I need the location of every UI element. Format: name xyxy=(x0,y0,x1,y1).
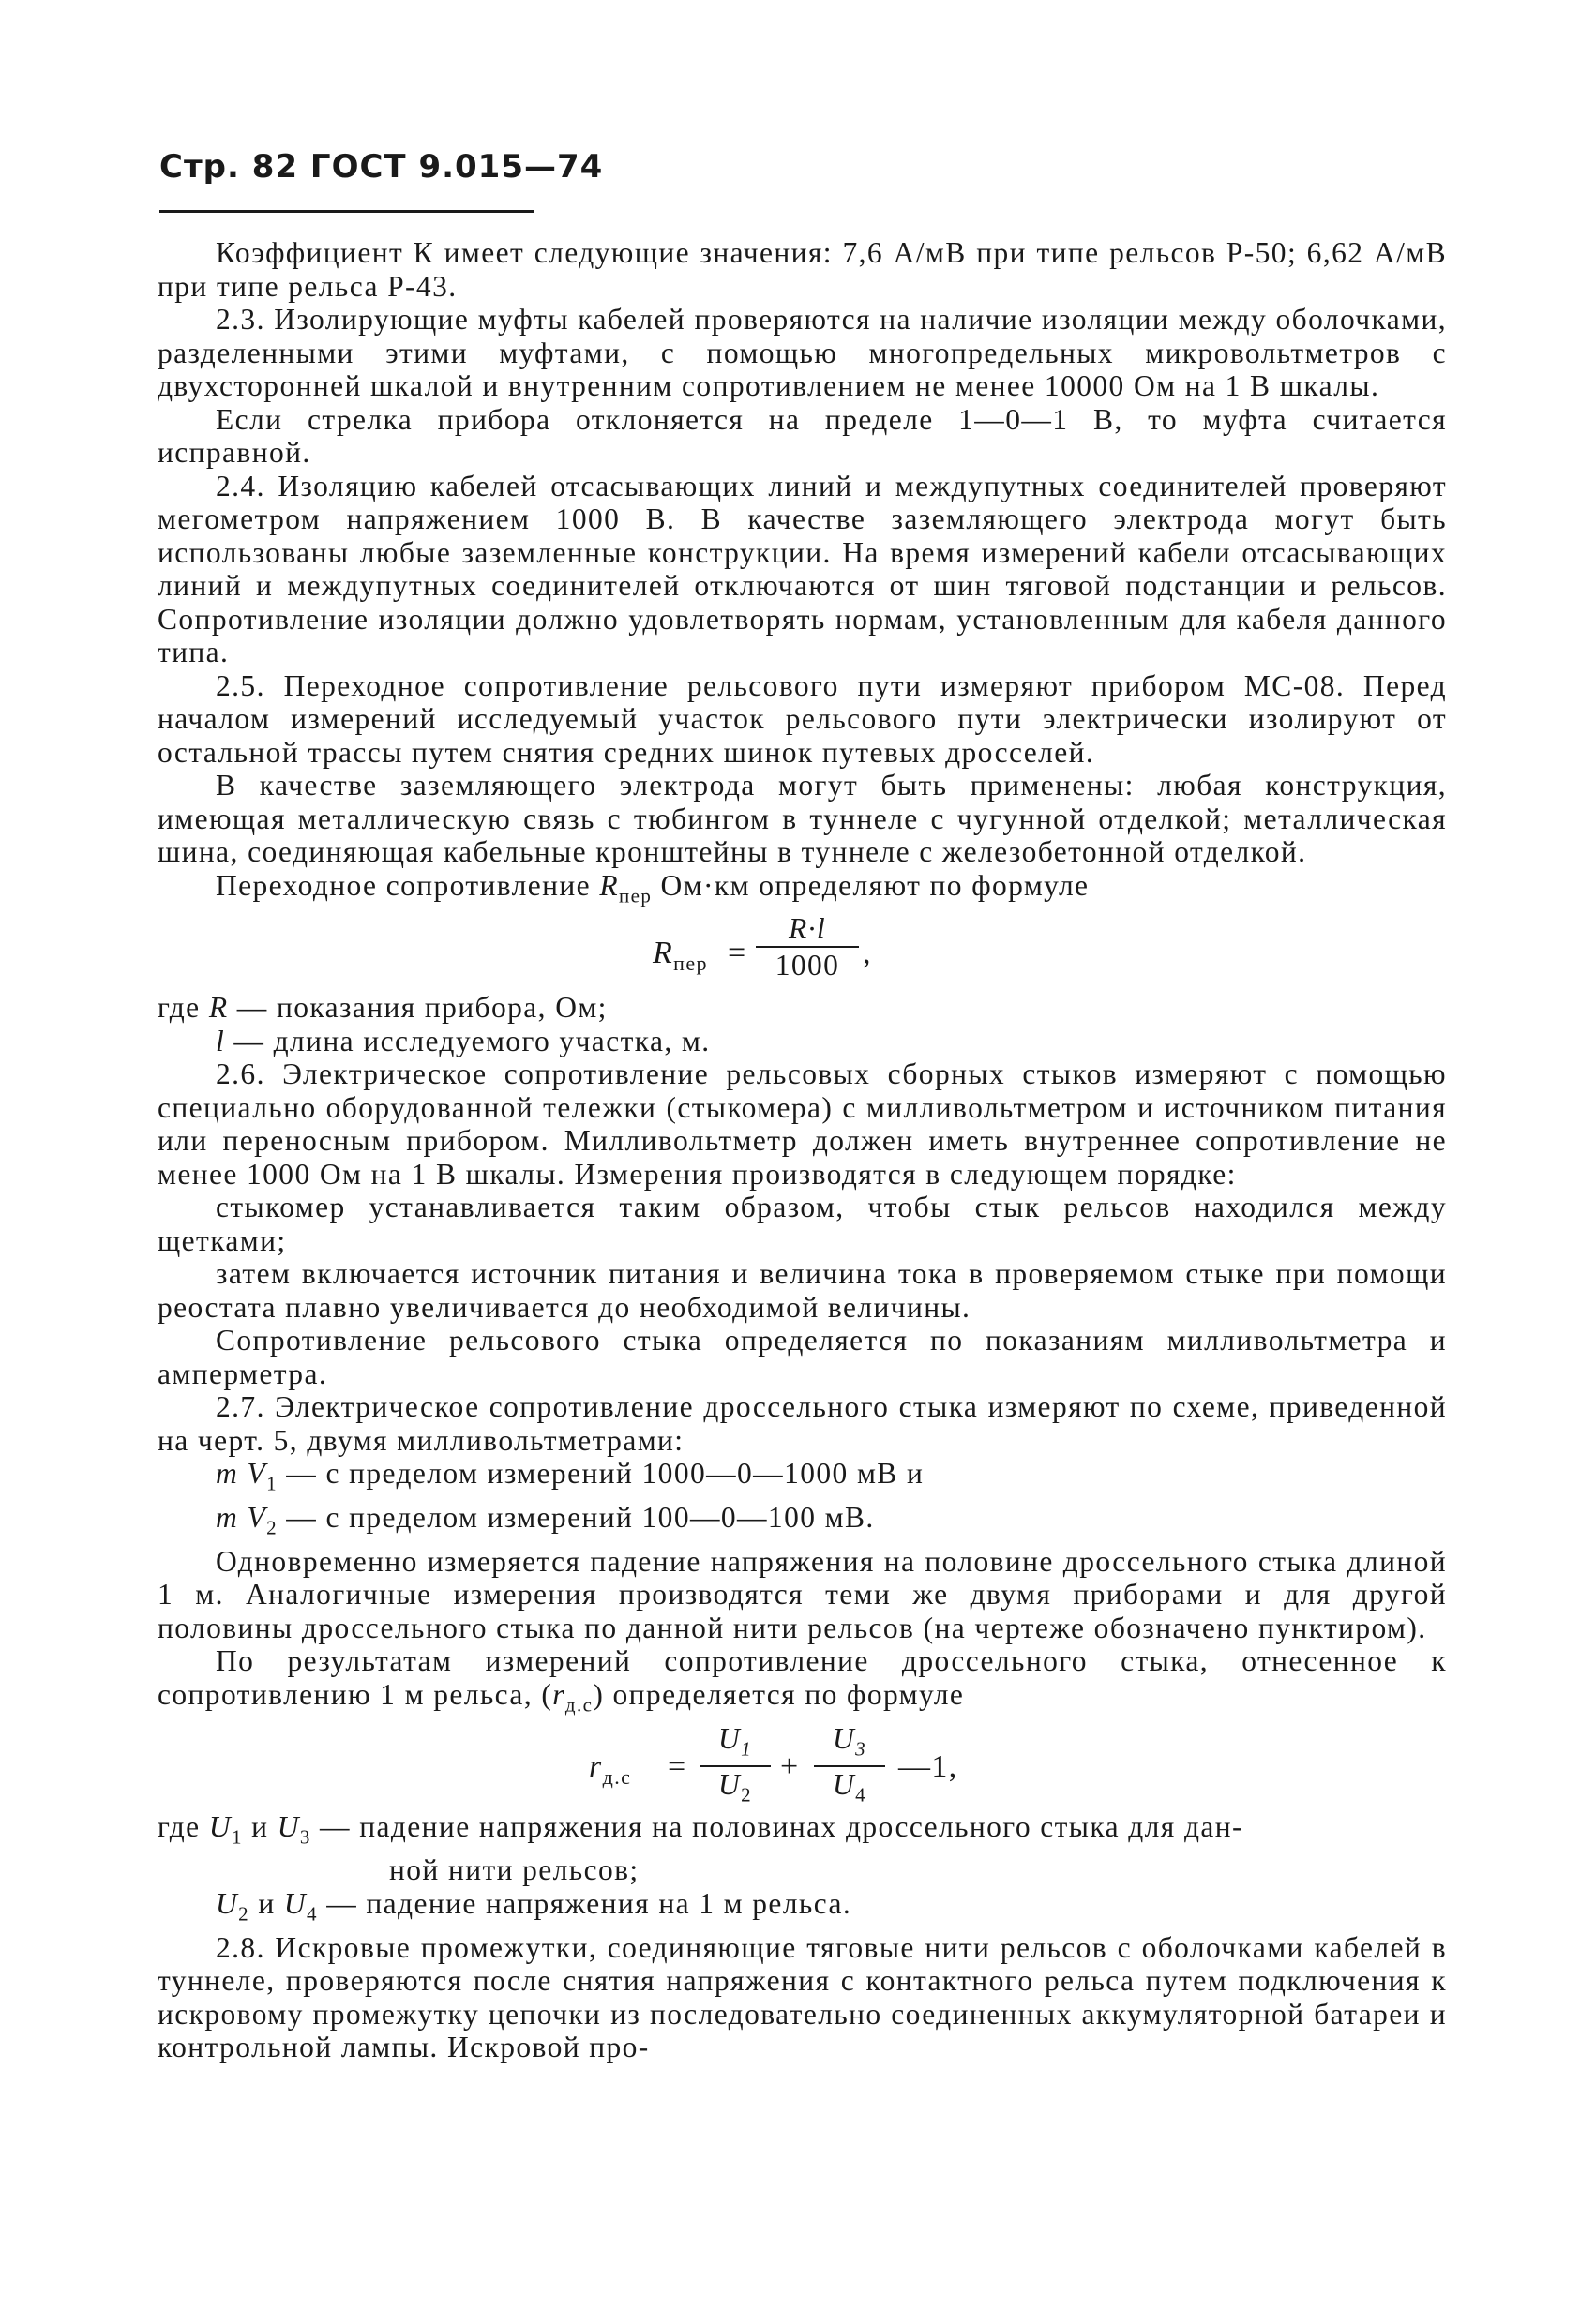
paragraph-2-5: 2.5. Переходное сопротивление рельсового пути измеряют прибором МС-08. Перед началом измерений исследуемый участок рельсового пути электрически изолируют от остальной трассы путем снятия средних шинок путевых дросселей. xyxy=(158,668,1447,769)
symbol-v: V xyxy=(247,1457,267,1491)
text-segment: — падение напряжения на 1 м рельса. xyxy=(317,1886,852,1920)
paragraph-needle: Если стрелка прибора отклоняется на пределе 1—0—1 В, то муфта считается исправной. xyxy=(158,402,1447,469)
formula-lhs-subscript: д.с xyxy=(602,1764,632,1789)
symbol-u: U xyxy=(277,1809,300,1843)
text-segment: Переходное сопротивление xyxy=(216,868,600,902)
symbol-u: U xyxy=(216,1886,239,1920)
text-segment: и xyxy=(242,1809,278,1843)
text-segment: и xyxy=(249,1886,284,1920)
text-segment: ) определяется по формуле xyxy=(593,1677,965,1711)
paragraph-2-6: 2.6. Электрическое сопротивление рельсовых сборных стыков измеряют с помощью специально оборудованной тележки (стыкомера) с милливольтметром и источником питания или переносным прибором. Милливольтметр должен иметь внутреннее сопротивление не менее 1000 Ом на 1 В шкалы. Измерения производятся в следующем порядке: xyxy=(158,1057,1447,1191)
symbol-subscript: 3 xyxy=(299,1824,311,1848)
where-u1-u3-line xyxy=(158,1810,1447,1854)
symbol-subscript: 1 xyxy=(232,1824,243,1848)
symbol-subscript: 4 xyxy=(855,1783,867,1807)
formula-plus: + xyxy=(780,1748,800,1784)
symbol-subscript: 2 xyxy=(238,1902,250,1926)
paragraph-stykomer: стыкомер устанавливается таким образом, чтобы стык рельсов находился между щетками; xyxy=(158,1191,1447,1257)
document-body xyxy=(158,236,1447,2064)
text-segment: — показания прибора, Ом; xyxy=(228,991,608,1025)
symbol-subscript: 4 xyxy=(307,1902,318,1926)
formula-tail: —1, xyxy=(898,1748,958,1784)
paragraph-transition-resistance xyxy=(158,869,1447,913)
formula-numerator xyxy=(814,1722,885,1767)
where-r-line xyxy=(158,991,1447,1025)
symbol-subscript: 3 xyxy=(855,1736,867,1760)
paragraph-2-3: 2.3. Изолирующие муфты кабелей проверяются на наличие изоляции между оболочками, разделенными этими муфтами, с помощью многопредельных микровольтметров с двухсторонней шкалой и внутренним сопротивлением не менее 10000 Ом на 1 В шкалы. xyxy=(158,303,1447,402)
symbol-r: R xyxy=(208,991,229,1025)
symbol-subscript: 2 xyxy=(266,1516,278,1539)
where-label: где xyxy=(158,991,201,1025)
symbol-u: U xyxy=(717,1721,742,1755)
formula-comma: , xyxy=(863,936,872,971)
page-header: Стр. 82 ГОСТ 9.015—74 xyxy=(159,148,604,186)
formula-denominator: 1000 xyxy=(775,949,840,982)
paragraph-2-4: 2.4. Изоляцию кабелей отсасывающих линий и междупутных соединителей проверяют мегометром напряжением 1000 В. В качестве заземляющего электрода могут быть использованы любые заземленные конструкции. На время измерений кабели отсасывающих линий и междупутных соединителей отключаются от шин тяговой подстанции и рельсов. Сопротивление изоляции должно удовлетворять нормам, установленным для кабеля данного типа. xyxy=(158,469,1447,668)
symbol-subscript: 1 xyxy=(741,1736,753,1760)
symbol-l: l xyxy=(216,1024,226,1057)
paragraph-2-7: 2.7. Электрическое сопротивление дроссельного стыка измеряют по схеме, приведенной на черт. 5, двумя милливольтметрами: xyxy=(158,1390,1447,1457)
formula-fraction xyxy=(756,912,859,983)
symbol-u: U xyxy=(208,1809,232,1843)
symbol-m: m xyxy=(216,1501,239,1535)
where-u2-u4-line xyxy=(158,1887,1447,1931)
formula-lhs-subscript: пер xyxy=(673,952,708,976)
formula-transition-resistance xyxy=(158,912,1447,991)
formula-numerator xyxy=(700,1722,771,1767)
symbol-u: U xyxy=(283,1886,308,1920)
paragraph-power-source: затем включается источник питания и величина тока в проверяемом стыке при помощи реостата плавно увеличивается до необходимой величины. xyxy=(158,1257,1447,1324)
paragraph-electrode: В качестве заземляющего электрода могут быть применены: любая конструкция, имеющая металлическую связь с тюбингом в туннеле с чугунной отделкой; металлическая шина, соединяющая кабельные кронштейны в туннеле с железобетонной отделкой. xyxy=(158,769,1447,868)
header-rule xyxy=(159,210,534,213)
text-segment: — с пределом измерений 1000—0—1000 мВ и xyxy=(278,1457,925,1491)
formula-fraction-u3-u4 xyxy=(814,1722,885,1813)
paragraph-simultaneous: Одновременно измеряется падение напряжения на половине дроссельного стыка длиной 1 м. Аналогичные измерения производятся теми же двумя приборами и для другой половины дроссельного стыка по данной нити рельсов (на чертеже обозначено пунктиром). xyxy=(158,1544,1447,1644)
symbol-r-small: r xyxy=(552,1677,565,1711)
symbol-subscript: 2 xyxy=(741,1783,753,1807)
voltmeter-v1-line xyxy=(158,1457,1447,1501)
formula-fraction-u1-u2 xyxy=(700,1722,771,1813)
text-segment: Ом·км определяют по формуле xyxy=(652,868,1090,902)
paragraph-joint-resistance: Сопротивление рельсового стыка определяется по показаниям милливольтметра и амперметра. xyxy=(158,1324,1447,1390)
formula-denominator xyxy=(700,1767,771,1812)
text-segment: По результатам измерений сопротивление дроссельного стыка, отнесенное к сопротивлению 1 м рельса, ( xyxy=(158,1644,1447,1711)
text-segment: — с пределом измерений 100—0—100 мВ. xyxy=(278,1501,875,1535)
formula-lhs: R xyxy=(653,936,674,971)
voltmeter-v2-line xyxy=(158,1501,1447,1545)
formula-lhs: r xyxy=(589,1748,603,1784)
symbol-u: U xyxy=(717,1767,742,1801)
text-segment: — длина исследуемого участка, м. xyxy=(225,1024,711,1057)
paragraph-2-8: 2.8. Искровые промежутки, соединяющие тяговые нити рельсов с оболочками кабелей в туннеле, проверяются после снятия напряжения с контактного рельса путем подключения к искровому промежутку цепочки из последовательно соединенных аккумуляторной батареи и контрольной лампы. Искровой про- xyxy=(158,1930,1447,2064)
symbol-subscript: 1 xyxy=(266,1472,278,1495)
where-label: где xyxy=(158,1809,201,1843)
formula-equals: = xyxy=(668,1748,687,1784)
where-l-line xyxy=(158,1025,1447,1058)
symbol-u: U xyxy=(832,1767,856,1801)
where-u1-u3-continuation: ной нити рельсов; xyxy=(389,1853,640,1887)
paragraph-results xyxy=(158,1644,1447,1721)
symbol-r: R xyxy=(599,868,619,902)
formula-numerator: R·l xyxy=(756,912,859,948)
symbol-v: V xyxy=(247,1501,267,1535)
paragraph-coefficient: Коэффициент К имеет следующие значения: 7,6 А/мВ при типе рельсов Р-50; 6,62 А/мВ при типе рельса Р-43. xyxy=(158,236,1447,303)
symbol-m: m xyxy=(216,1457,239,1491)
formula-throttle-joint xyxy=(158,1722,1447,1810)
symbol-subscript: д.с xyxy=(564,1693,594,1717)
symbol-subscript: пер xyxy=(619,883,653,907)
text-segment: — падение напряжения на половинах дроссельного стыка для дан- xyxy=(310,1809,1243,1843)
symbol-u: U xyxy=(832,1721,856,1755)
formula-denominator xyxy=(814,1767,885,1812)
formula-equals: = xyxy=(728,936,747,971)
